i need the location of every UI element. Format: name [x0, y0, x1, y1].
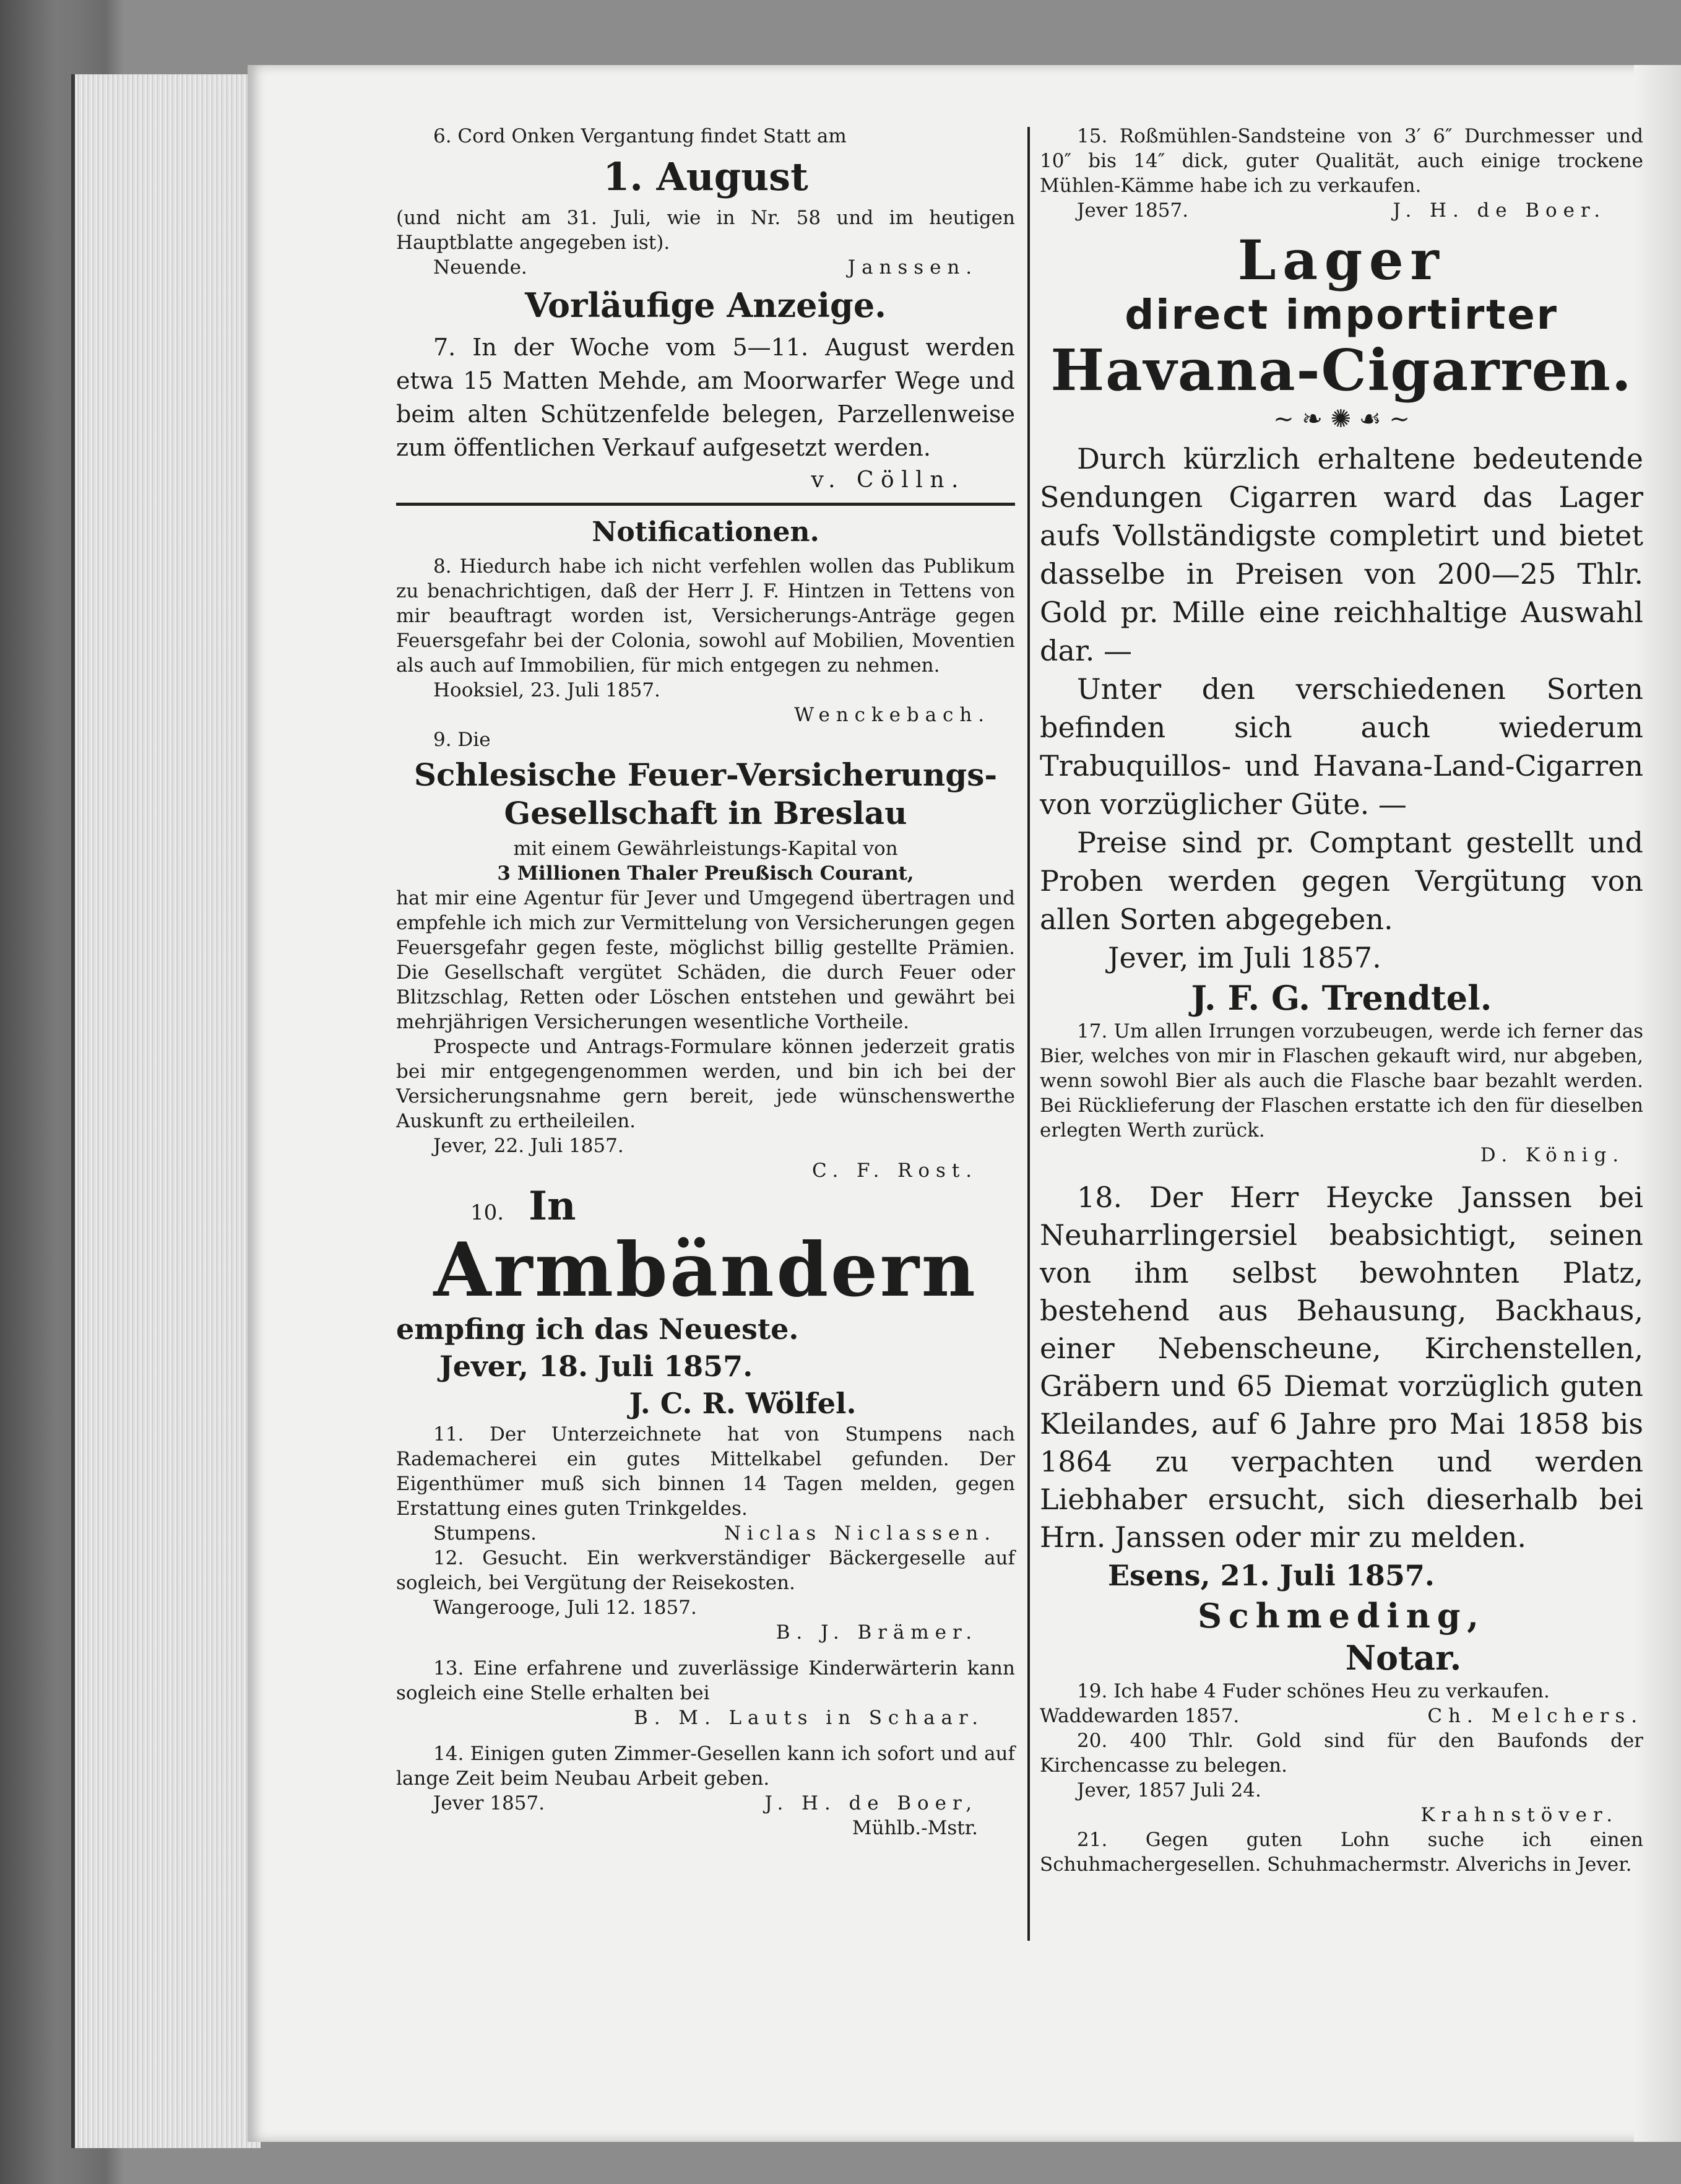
notice-6-footer [396, 255, 1015, 280]
notice-19-signature: Ch. Melchers. [1427, 1705, 1643, 1727]
notice-14-place: Jever 1857. [433, 1792, 545, 1814]
notice-9-number: 9. Die [433, 729, 491, 751]
notice-15 [1040, 124, 1643, 223]
notifications-heading: Notificationen. [592, 516, 819, 548]
notice-10-intro [396, 1183, 1015, 1230]
notice-15-signature: J. H. de Boer. [1393, 199, 1606, 222]
notice-20-place: Jever, 1857 Juli 24. [1077, 1779, 1261, 1801]
notice-15-place: Jever 1857. [1077, 199, 1189, 222]
notice-14-footer [396, 1791, 1015, 1816]
notice-17-signature: D. König. [1480, 1144, 1625, 1166]
notice-17 [1040, 1019, 1643, 1168]
notice-17-text: 17. Um allen Irrungen vorzubeugen, werde ich ferner das Bier, welches von mir in Flaschen gekauft wird, nur abgeben, wenn sowohl Bier als auch die Flasche baar bezahlt werden. Bei Rücklieferung der Flaschen erstatte ich den für dieselben erlegten Werth zurück. [1040, 1020, 1643, 1142]
notice-12 [396, 1546, 1015, 1645]
right-column [1040, 124, 1643, 1877]
notice-9-signature: C. F. Rost. [811, 1159, 978, 1182]
notice-12-signature: B. J. Brämer. [776, 1621, 978, 1644]
notice-20-text: 20. 400 Thlr. Gold sind für den Baufonds der Kirchencasse zu belegen. [1040, 1730, 1643, 1777]
cigar-ad-direct: direct importirter [1125, 291, 1558, 339]
notice-7-signature: v. Cölln. [811, 467, 966, 493]
prelim-heading: Vorläufige Anzeige. [525, 285, 886, 325]
notice-19-footer [1040, 1704, 1643, 1728]
notice-12-text: 12. Gesucht. Ein werkverständiger Bäckergeselle auf sogleich, bei Vergütung der Reisekosten. [396, 1547, 1015, 1594]
notice-11-footer [396, 1521, 1015, 1546]
notice-14-text: 14. Einigen guten Zimmer-Gesellen kann ich sofort und auf lange Zeit beim Neubau Arbeit geben. [396, 1743, 1015, 1790]
notice-13 [396, 1656, 1015, 1730]
notice-6 [396, 124, 1015, 280]
notice-8 [396, 554, 1015, 727]
notice-9-heading: Schlesische Feuer-Versicherungs-Gesellschaft in Breslau [413, 756, 998, 831]
notice-6-place: Neuende. [433, 256, 527, 279]
winged-ornament-icon: ~ ❧ ✺ ☙ ~ [1273, 405, 1410, 433]
notice-14-title: Mühlb.-Mstr. [852, 1817, 978, 1839]
notice-8-text: 8. Hiedurch habe ich nicht verfehlen wollen das Publikum zu benachrichtigen, daß der Herr J. F. Hintzen in Tettens von mir beauftragt worden ist, Versicherungs-Anträge gegen Feuersgefahr bei der Colonia, sowohl auf Mobilien, Moventien als auch auf Immobilien, für mich entgegen zu nehmen. [396, 555, 1015, 677]
notice-18 [1040, 1179, 1643, 1679]
notice-11-place: Stumpens. [433, 1522, 537, 1545]
notice-15-text: 15. Roßmühlen-Sandsteine von 3′ 6″ Durchmesser und 10″ bis 14″ dick, guter Qualität, auch einige trockene Mühlen-Kämme habe ich zu verkaufen. [1040, 125, 1643, 197]
notice-16-cigar-ad [1040, 229, 1643, 1019]
notice-9-text2: Prospecte und Antrags-Formulare können jederzeit gratis bei mir entgegengenommen werden, und bin ich bei der Versicherungsnahme gern bereit, jede wünschenswerthe Auskunft zu ertheileilen. [396, 1036, 1015, 1132]
notice-14-signature: J. H. de Boer, [764, 1792, 978, 1814]
notice-9 [396, 727, 1015, 1183]
notice-13-signature: B. M. Lauts in Schaar. [634, 1707, 984, 1729]
notice-18-title: Notar. [1345, 1638, 1462, 1678]
cigar-ad-body: Durch kürzlich erhaltene bedeutende Sendungen Cigarren ward das Lager aufs Vollständigste completirt und bietet dasselbe in Preisen von 200—25 Thlr. Gold pr. Mille eine reichhaltige Auswahl dar. — [1040, 442, 1643, 667]
notice-8-place: Hooksiel, 23. Juli 1857. [433, 679, 660, 701]
notice-7-text: 7. In der Woche vom 5—11. August werden etwa 15 Matten Mehde, am Moorwarfer Wege und beim alten Schützenfelde belegen, Parzellenweise zum öffentlichen Verkauf aufgesetzt werden. [396, 334, 1015, 461]
notice-9-place: Jever, 22. Juli 1857. [433, 1135, 624, 1157]
notice-6-note: (und nicht am 31. Juli, wie in Nr. 58 und im heutigen Hauptblatte angegeben ist). [396, 207, 1015, 254]
notice-18-place: Esens, 21. Juli 1857. [1108, 1559, 1435, 1592]
cigar-ad-body2: Unter den verschiedenen Sorten befinden sich auch wiederum Trabuquillos- und Havana-Land-Cigarren von vorzüglicher Güte. — [1040, 672, 1643, 821]
notice-19-text: 19. Ich habe 4 Fuder schönes Heu zu verkaufen. [1077, 1680, 1550, 1702]
notice-19 [1040, 1679, 1643, 1728]
notice-6-date: 1. August [603, 154, 808, 199]
spacer [396, 1730, 1015, 1741]
notice-19-place: Waddewarden 1857. [1040, 1705, 1240, 1727]
spacer [1040, 1168, 1643, 1179]
left-column [396, 124, 1015, 1840]
notice-10-in: In [529, 1183, 576, 1229]
notice-10-signature: J. C. R. Wölfel. [629, 1387, 857, 1420]
cigar-ad-place: Jever, im Juli 1857. [1108, 941, 1381, 974]
notice-11-text: 11. Der Unterzeichnete hat von Stumpens nach Rademacherei ein gutes Mittelkabel gefunden. Der Eigenthümer muß sich binnen 14 Tagen melden, gegen Erstattung eines guten Trinkgeldes. [396, 1423, 1015, 1520]
spacer [396, 1645, 1015, 1656]
notice-9-text: hat mir eine Agentur für Jever und Umgegend übertragen und empfehle ich mich zur Vermittelung von Versicherungen gegen Feuersgefahr gegen feste, möglichst billig gestellte Prämien. Die Gesellschaft vergütet Schäden, die durch Feuer oder Blitzschlag, Retten oder Löschen entstehen und gewährt bei mehrjährigen Versicherungen wesentliche Vortheile. [396, 887, 1015, 1033]
column-divider [1027, 127, 1030, 1941]
notice-11-signature: Niclas Niclassen. [724, 1522, 996, 1545]
notice-9-amount: 3 Millionen Thaler Preußisch Courant, [497, 862, 914, 885]
notice-7 [396, 331, 1015, 496]
notice-10-place: Jever, 18. Juli 1857. [439, 1350, 753, 1383]
notice-20-signature: Krahnstöver. [1420, 1804, 1618, 1826]
notice-10-number: 10. [470, 1200, 504, 1225]
notice-10-big-word: Armbändern [433, 1226, 978, 1314]
notice-18-text: 18. Der Herr Heycke Janssen bei Neuharrlingersiel beabsichtigt, seinen von ihm selbst bewohnten Platz, bestehend aus Behausung, Backhaus, einer Nebenscheune, Kirchenstellen, Gräbern und 65 Diemat vorzüglich guten Kleilandes, auf 6 Jahre pro Mai 1858 bis 1864 zu verpachten und werden Liebhaber ersucht, sich dieserhalb bei Hrn. Janssen oder mir zu melden. [1040, 1181, 1643, 1554]
notice-10-line: empfing ich das Neueste. [396, 1312, 799, 1346]
notice-10 [396, 1183, 1015, 1422]
notice-15-footer [1040, 198, 1643, 223]
notice-12-place: Wangerooge, Juli 12. 1857. [433, 1597, 697, 1619]
notice-9-capital: mit einem Gewährleistungs-Kapital von [513, 838, 898, 860]
cigar-ad-signature: J. F. G. Trendtel. [1191, 978, 1492, 1018]
cigar-ad-lager: Lager [1237, 228, 1446, 292]
notice-21 [1040, 1827, 1643, 1877]
book-page-edges [71, 74, 261, 2148]
section-rule [396, 503, 1015, 506]
notice-21-text: 21. Gegen guten Lohn suche ich einen Schuhmachergesellen. Schuhmachermstr. Alverichs in Jever. [1040, 1829, 1643, 1876]
cigar-ad-havana: Havana-Cigarren. [1050, 337, 1633, 404]
notice-8-signature: Wenckebach. [794, 704, 990, 726]
notice-11 [396, 1422, 1015, 1546]
notice-13-text: 13. Eine erfahrene und zuverlässige Kinderwärterin kann sogleich eine Stelle erhalten bei [396, 1657, 1015, 1704]
notice-18-signature: Schmeding, [1198, 1596, 1485, 1636]
notice-6-intro: 6. Cord Onken Vergantung findet Statt am [433, 125, 847, 147]
notice-14 [396, 1741, 1015, 1840]
notice-6-signature: Janssen. [847, 256, 978, 279]
cigar-ad-body3: Preise sind pr. Comptant gestellt und Proben werden gegen Vergütung von allen Sorten abgegeben. [1040, 826, 1643, 936]
notice-20 [1040, 1728, 1643, 1827]
